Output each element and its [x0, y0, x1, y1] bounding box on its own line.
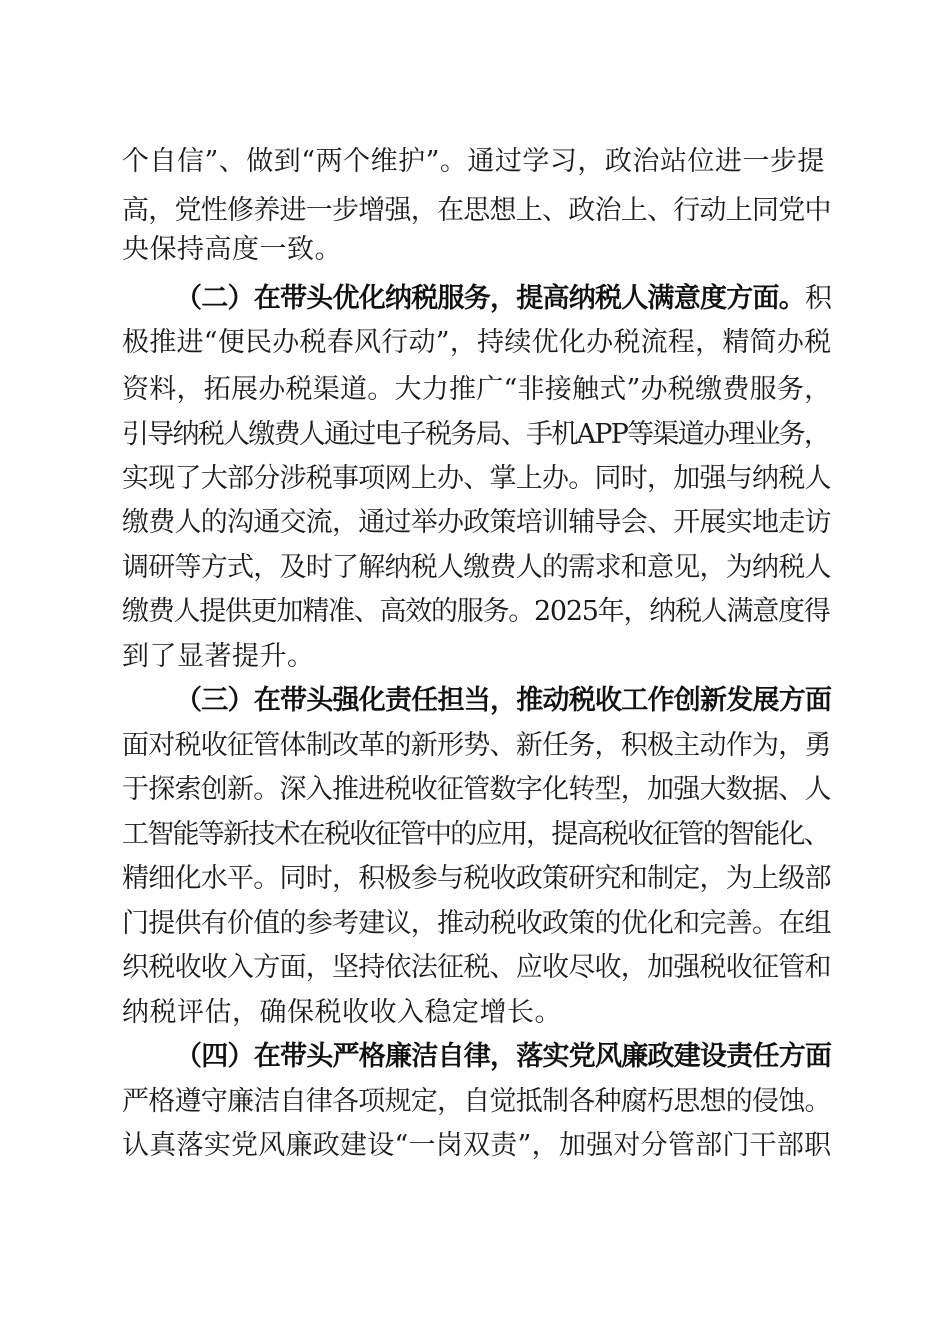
paragraph-line: 纳税评估，确保税收收入稳定增长。 [122, 997, 562, 1028]
paragraph-line: 高，党性修养进一步增强，在思想上、政治上、行动上同党中 [122, 195, 831, 226]
paragraph-line: 织税收收入方面，坚持依法征税、应收尽收，加强税收征管和 [122, 952, 831, 983]
section-heading: （二）在带头优化纳税服务，提高纳税人满意度方面。 [175, 283, 805, 314]
section-heading: （三）在带头强化责任担当，推动税收工作创新发展方面 [175, 685, 832, 716]
paragraph-line: 央保持高度一致。 [122, 234, 342, 265]
heading-line-rest: 积 [805, 283, 832, 314]
paragraph-line: 极推进“便民办税春风行动”，持续优化办税流程，精简办税 [122, 327, 832, 358]
paragraph-line: 实现了大部分涉税事项网上办、掌上办。同时，加强与纳税人 [122, 463, 831, 494]
paragraph-line: 缴费人的沟通交流，通过举办政策培训辅导会、开展实地走访 [122, 507, 831, 538]
paragraph-line: 到了显著提升。 [122, 641, 315, 672]
paragraph-line: 门提供有价值的参考建议，推动税收政策的优化和完善。在组 [122, 908, 831, 939]
paragraph-line: 认真落实党风廉政建设“一岗双责”，加强对分管部门干部职 [122, 1130, 832, 1161]
paragraph-line: 个自信”、做到“两个维护”。通过学习，政治站位进一步提 [122, 146, 825, 177]
paragraph-line: 引导纳税人缴费人通过电子税务局、手机APP等渠道办理业务， [122, 419, 830, 450]
paragraph-line: 资料，拓展办税渠道。大力推广“非接触式”办税缴费服务， [122, 374, 832, 405]
section-heading: （四）在带头严格廉洁自律，落实党风廉政建设责任方面 [175, 1041, 832, 1072]
paragraph-line: 精细化水平。同时，积极参与税收政策研究和制定，为上级部 [122, 863, 831, 894]
paragraph-line: 于探索创新。深入推进税收征管数字化转型，加强大数据、人 [122, 774, 831, 805]
paragraph-line: 严格遵守廉洁自律各项规定，自觉抵制各种腐朽思想的侵蚀。 [122, 1086, 831, 1117]
paragraph-line: 工智能等新技术在税收征管中的应用，提高税收征管的智能化、 [122, 819, 829, 850]
paragraph-line: 面对税收征管体制改革的新形势、新任务，积极主动作为，勇 [122, 730, 831, 761]
paragraph-line: 缴费人提供更加精准、高效的服务。2025年，纳税人满意度得 [122, 596, 830, 627]
paragraph-line: 调研等方式，及时了解纳税人缴费人的需求和意见，为纳税人 [122, 552, 831, 583]
section-heading-line [175, 282, 831, 316]
